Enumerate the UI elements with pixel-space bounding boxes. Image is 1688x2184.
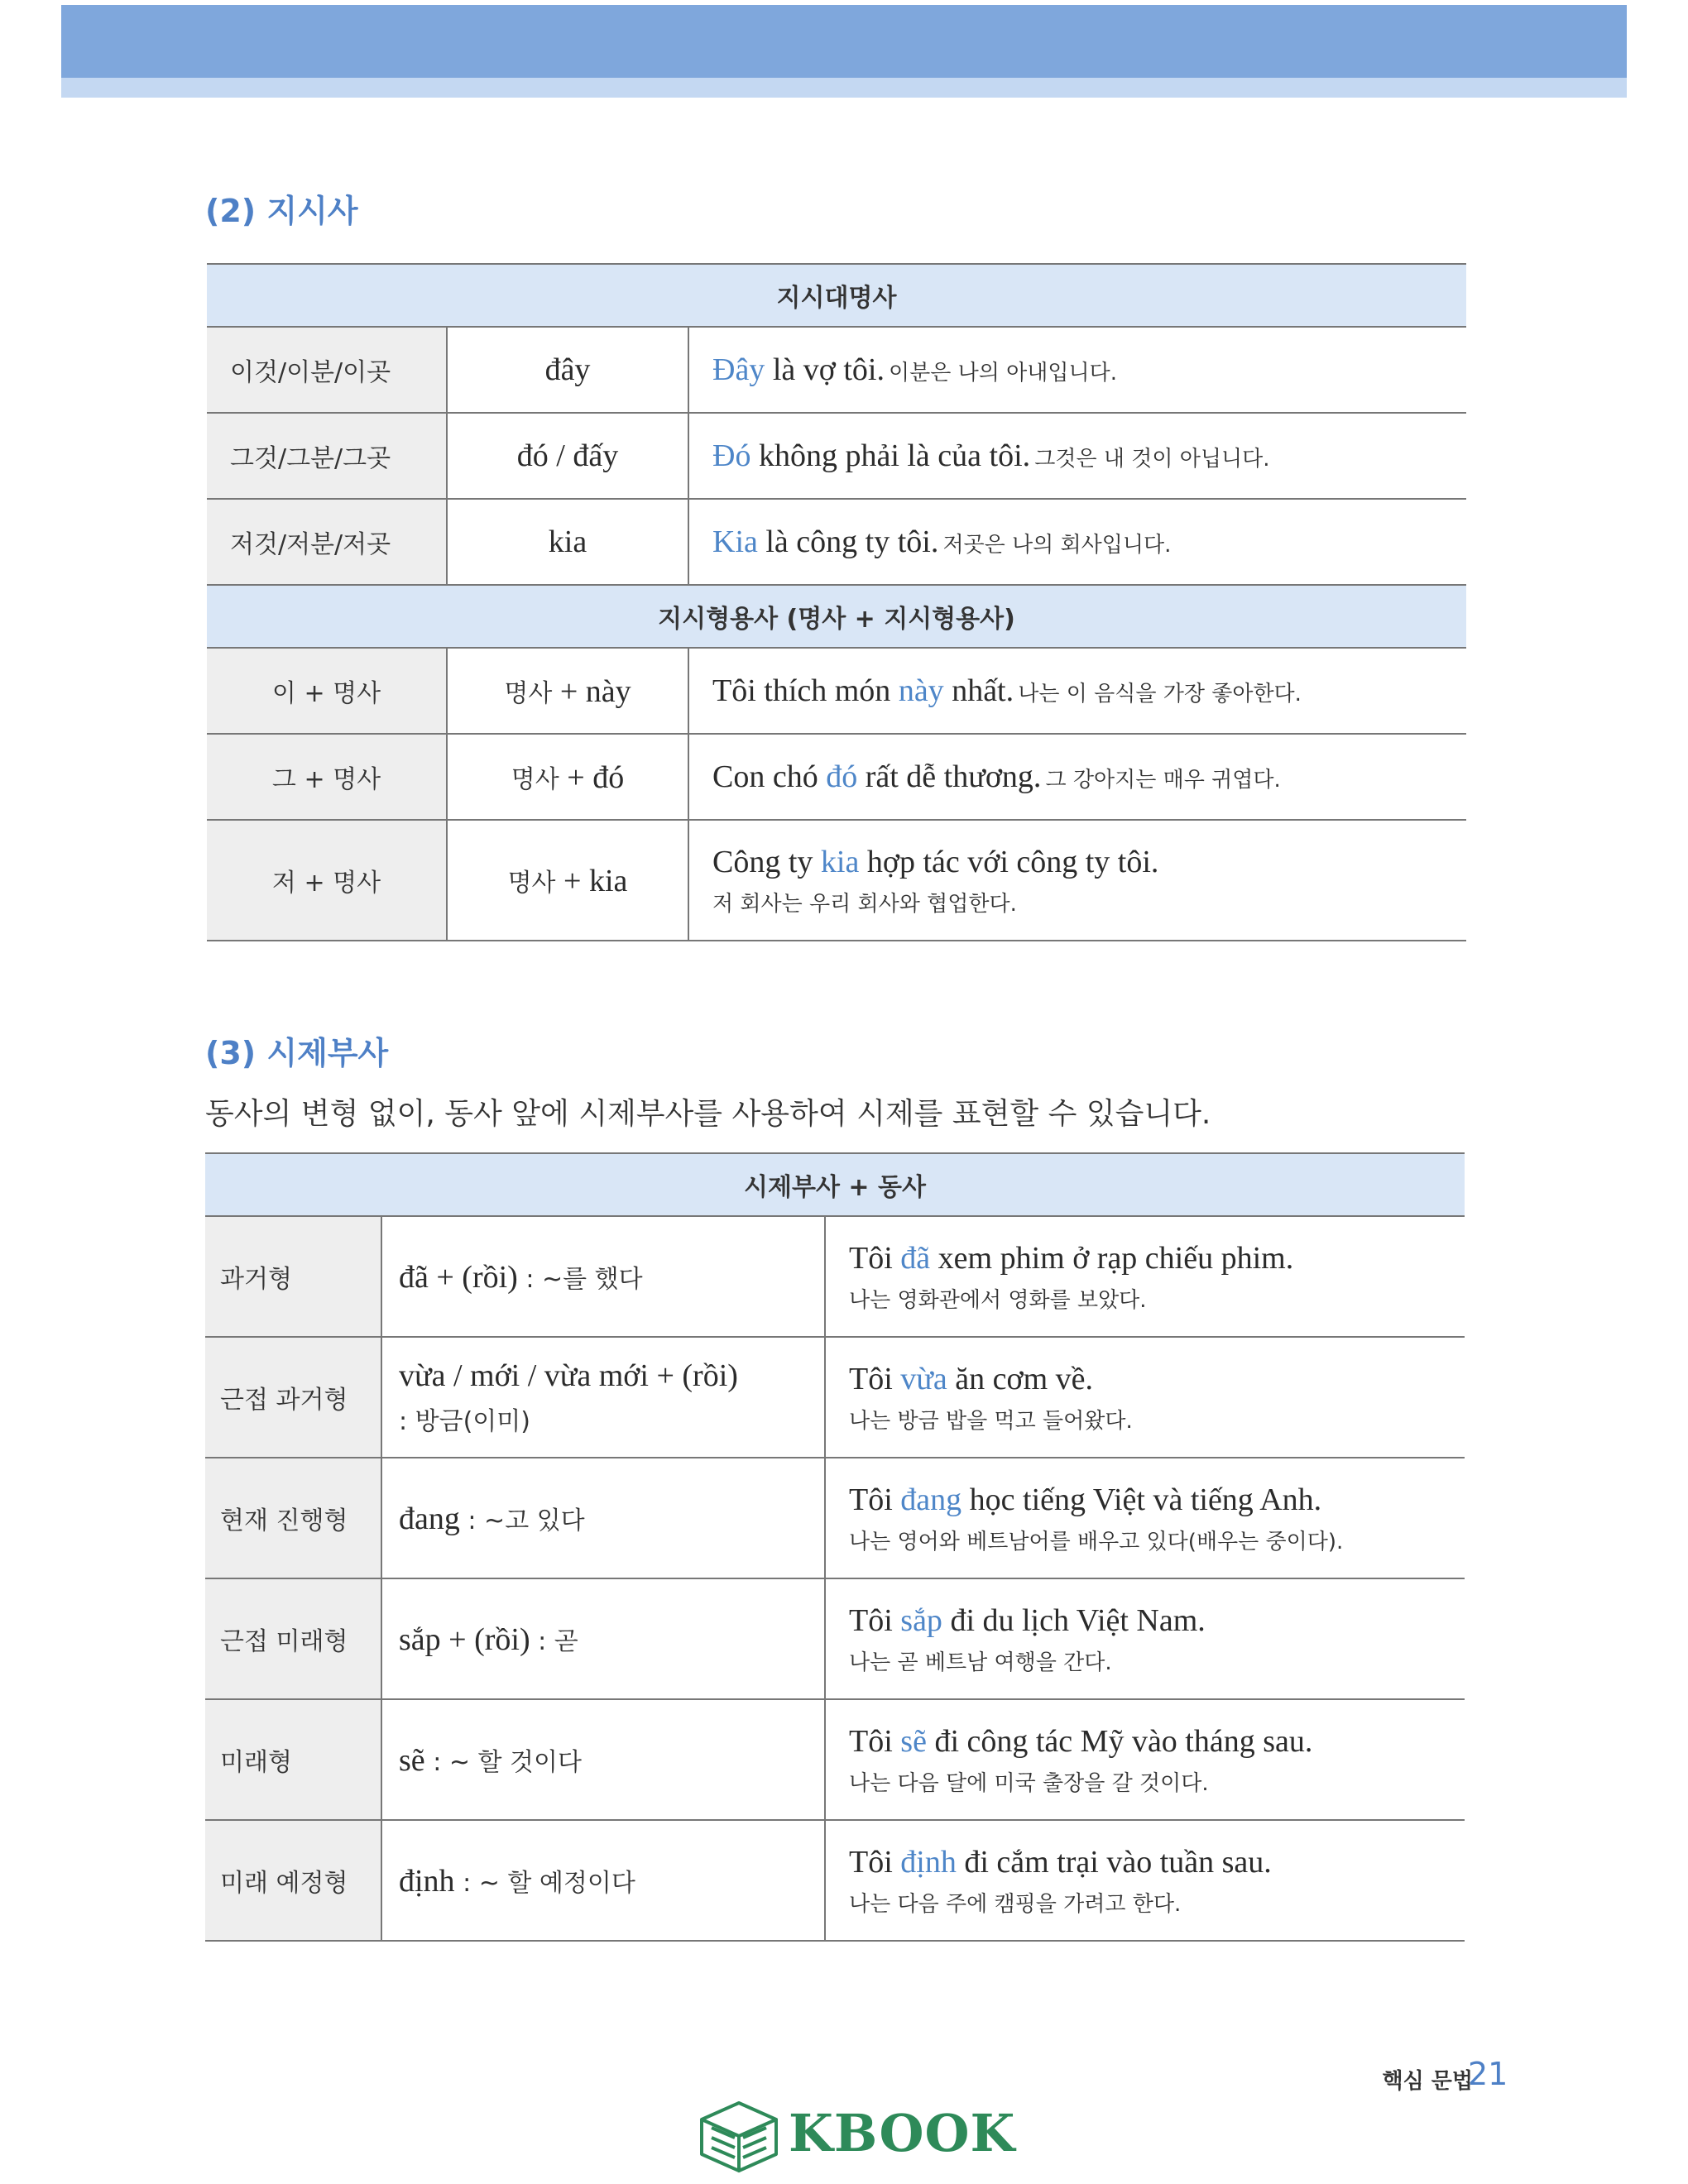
- highlight-word: đó: [826, 759, 858, 794]
- example-post: đi công tác Mỹ vào tháng sau.: [926, 1723, 1313, 1759]
- logo-text: KBOOK: [789, 2103, 1016, 2163]
- section-title-demonstratives: (2) 지시사: [205, 193, 358, 229]
- highlight-word: kia: [820, 844, 860, 879]
- header-demonstrative-adjective: 지시형용사 (명사 + 지시형용사): [207, 585, 1466, 648]
- tense-adverbs-table: [205, 1152, 1465, 1942]
- section-title-tense-adverbs: (3) 시제부사: [205, 1035, 389, 1071]
- translation: 이분은 나의 아내입니다.: [889, 361, 1118, 386]
- translation: 나는 다음 주에 캠핑을 가려고 한다.: [849, 1891, 1182, 1917]
- row-label: 그것/그분/그곳: [207, 413, 447, 499]
- row-label: 그 + 명사: [207, 734, 447, 820]
- table-row: [207, 327, 1466, 413]
- tense-label: 근접 과거형: [205, 1337, 381, 1458]
- example-post: xem phim ở rạp chiếu phim.: [930, 1240, 1294, 1276]
- tense-meaning: : ~ 할 것이다: [424, 1747, 582, 1777]
- example-pre: Tôi: [849, 1482, 901, 1517]
- page-number: 21: [1468, 2056, 1508, 2092]
- translation: 나는 영화관에서 영화를 보았다.: [849, 1287, 1147, 1313]
- example-pre: Tôi: [849, 1361, 901, 1396]
- header-tense-verb: 시제부사 + 동사: [205, 1153, 1465, 1216]
- form-cell: [381, 1216, 825, 1337]
- row-label: 이 + 명사: [207, 648, 447, 734]
- tense-label: 과거형: [205, 1216, 381, 1337]
- header-band: [61, 5, 1627, 78]
- example-post: nhất.: [943, 673, 1014, 708]
- form-cell: [381, 1820, 825, 1941]
- pattern-cell: [447, 820, 688, 941]
- header-demonstrative-pronoun: 지시대명사: [207, 264, 1466, 327]
- translation: 나는 영어와 베트남어를 배우고 있다(배우는 중이다).: [849, 1529, 1344, 1554]
- example-pre: Tôi: [849, 1602, 901, 1638]
- example-cell: [688, 499, 1466, 585]
- example-cell: [688, 413, 1466, 499]
- tense-meaning: : 곧: [530, 1626, 578, 1656]
- example-post: rất dễ thương.: [857, 759, 1042, 794]
- example-pre: Tôi: [849, 1723, 901, 1759]
- table-row: [207, 499, 1466, 585]
- translation: 나는 곧 베트남 여행을 간다.: [849, 1650, 1112, 1675]
- example-pre: Tôi: [849, 1240, 901, 1276]
- highlight-word: đã: [900, 1240, 931, 1276]
- row-label: 저 + 명사: [207, 820, 447, 941]
- table-row: [205, 1699, 1465, 1820]
- example-rest: là công ty tôi.: [757, 524, 939, 559]
- table-row: [205, 1216, 1465, 1337]
- tense-meaning: : ~고 있다: [459, 1506, 585, 1535]
- tense-form: sẽ: [399, 1742, 425, 1778]
- table-header-row: [207, 585, 1466, 648]
- table-header-row: [205, 1153, 1465, 1216]
- kbook-logo: [693, 2095, 1016, 2177]
- example-pre: Công ty: [712, 844, 821, 879]
- example-post: đi du lịch Việt Nam.: [942, 1602, 1206, 1638]
- tense-label: 미래 예정형: [205, 1820, 381, 1941]
- example-cell: [825, 1578, 1465, 1699]
- example-rest: là vợ tôi.: [765, 352, 885, 387]
- table-header-row: [207, 264, 1466, 327]
- pattern-vi: + đó: [559, 759, 625, 795]
- tense-meaning: : ~ 할 예정이다: [454, 1868, 635, 1898]
- tense-label: 현재 진행형: [205, 1458, 381, 1578]
- form-cell: [381, 1458, 825, 1578]
- vi-word: đó / đấy: [447, 413, 688, 499]
- example-cell: [825, 1337, 1465, 1458]
- tense-label: 근접 미래형: [205, 1578, 381, 1699]
- pattern-cell: [447, 734, 688, 820]
- header-band-shadow: [61, 78, 1627, 98]
- highlight-word: sẽ: [900, 1723, 927, 1759]
- example-pre: Con chó: [712, 759, 827, 794]
- table-row: [205, 1578, 1465, 1699]
- example-post: ăn cơm về.: [947, 1361, 1094, 1396]
- tense-meaning: : ~를 했다: [517, 1264, 643, 1294]
- tense-meaning: : 방금(이미): [399, 1407, 530, 1436]
- form-cell: [381, 1337, 825, 1458]
- book-icon: [693, 2095, 784, 2177]
- demonstratives-table: [207, 263, 1466, 941]
- example-cell: [825, 1699, 1465, 1820]
- example-cell: [825, 1458, 1465, 1578]
- example-cell: [688, 327, 1466, 413]
- tense-form: định: [399, 1863, 455, 1899]
- pattern-vi: + kia: [555, 863, 628, 898]
- pattern-noun: 명사: [507, 868, 556, 898]
- example-pre: Tôi thích món: [712, 673, 899, 708]
- table-row: [205, 1458, 1465, 1578]
- section-description: 동사의 변형 없이, 동사 앞에 시제부사를 사용하여 시제를 표현할 수 있습니다.: [205, 1097, 1211, 1131]
- highlight-word: Đó: [712, 438, 751, 473]
- translation: 나는 방금 밥을 먹고 들어왔다.: [849, 1408, 1133, 1434]
- row-label: 저것/저분/저곳: [207, 499, 447, 585]
- tense-label: 미래형: [205, 1699, 381, 1820]
- pattern-noun: 명사: [511, 764, 559, 794]
- highlight-word: vừa: [900, 1361, 947, 1396]
- translation: 나는 다음 달에 미국 출장을 갈 것이다.: [849, 1770, 1209, 1796]
- vi-word: đây: [447, 327, 688, 413]
- highlight-word: đang: [900, 1482, 962, 1517]
- example-post: học tiếng Việt và tiếng Anh.: [961, 1482, 1322, 1517]
- example-cell: [688, 734, 1466, 820]
- translation: 저 회사는 우리 회사와 협업한다.: [712, 891, 1017, 917]
- translation: 그 강아지는 매우 귀엽다.: [1045, 768, 1281, 793]
- example-cell: [825, 1820, 1465, 1941]
- translation: 그것은 내 것이 아닙니다.: [1034, 447, 1270, 472]
- highlight-word: sắp: [900, 1602, 942, 1638]
- table-row: [205, 1820, 1465, 1941]
- example-cell: [688, 820, 1466, 941]
- table-row: [207, 820, 1466, 941]
- highlight-word: định: [900, 1844, 957, 1880]
- highlight-word: Đây: [712, 352, 765, 387]
- tense-form: sắp + (rồi): [399, 1621, 530, 1657]
- translation: 저곳은 나의 회사입니다.: [942, 533, 1172, 558]
- example-rest: không phải là của tôi.: [750, 438, 1031, 473]
- example-pre: Tôi: [849, 1844, 901, 1880]
- row-label: 이것/이분/이곳: [207, 327, 447, 413]
- vi-word: kia: [447, 499, 688, 585]
- example-post: hợp tác với công ty tôi.: [859, 844, 1159, 879]
- form-cell: [381, 1699, 825, 1820]
- translation: 나는 이 음식을 가장 좋아한다.: [1018, 682, 1302, 706]
- tense-form: đang: [399, 1501, 460, 1536]
- footer-section-label: 핵심 문법: [1382, 2069, 1473, 2094]
- example-post: đi cắm trại vào tuần sau.: [956, 1844, 1272, 1880]
- highlight-word: này: [898, 673, 944, 708]
- tense-form: đã + (rồi): [399, 1259, 518, 1295]
- pattern-noun: 명사: [504, 678, 553, 708]
- table-row: [207, 734, 1466, 820]
- highlight-word: Kia: [712, 524, 758, 559]
- table-row: [207, 413, 1466, 499]
- tense-form: vừa / mới / vừa mới + (rồi): [399, 1358, 738, 1393]
- form-cell: [381, 1578, 825, 1699]
- table-row: [207, 648, 1466, 734]
- example-cell: [825, 1216, 1465, 1337]
- example-cell: [688, 648, 1466, 734]
- pattern-cell: [447, 648, 688, 734]
- pattern-vi: + này: [552, 673, 631, 709]
- table-row: [205, 1337, 1465, 1458]
